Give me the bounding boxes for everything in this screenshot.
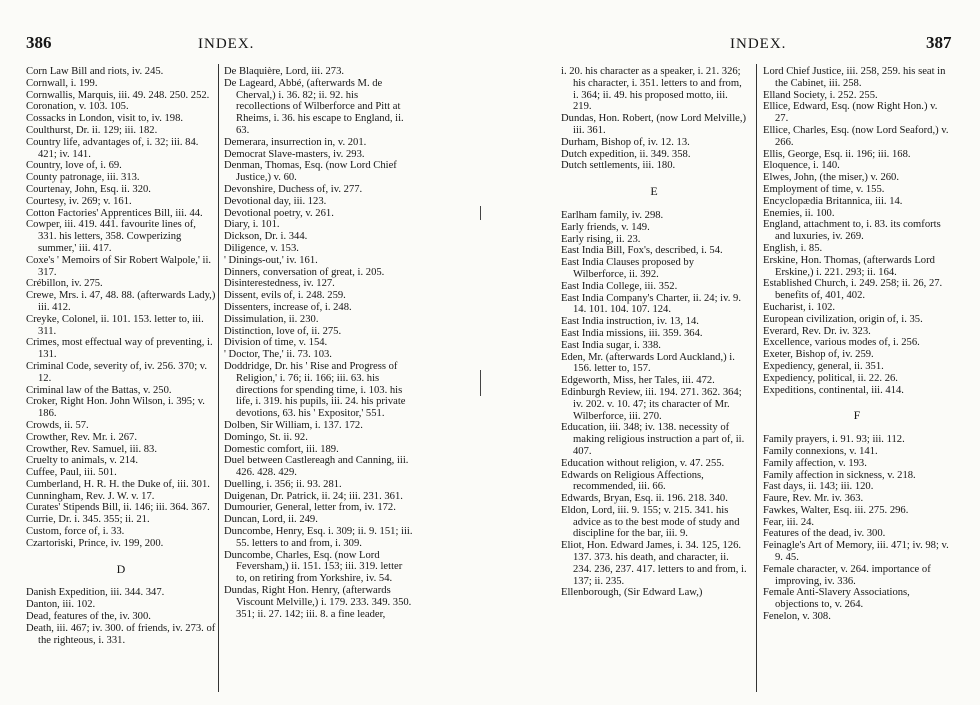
index-entry: Duigenan, Dr. Patrick, ii. 24; iii. 231. 361. [224, 490, 403, 502]
index-column-4 [763, 66, 951, 623]
index-entry: Expediency, political, ii. 22. 26. [763, 372, 898, 384]
index-entry: Fast days, ii. 143; iii. 120. [763, 481, 874, 493]
index-entry: Criminal Code, severity of, iv. 256. 370; v. 12. [26, 360, 208, 384]
index-column-2 [224, 66, 414, 620]
index-entry: Fawkes, Walter, Esq. iii. 275. 296. [763, 504, 909, 516]
index-entry: Devotional day, iii. 123. [224, 195, 327, 207]
index-entry: East India sugar, i. 338. [561, 339, 661, 351]
index-entry: East India missions, iii. 359. 364. [561, 327, 703, 339]
index-entry: Edgeworth, Miss, her Tales, iii. 472. [561, 375, 715, 387]
index-entry: Crowther, Rev. Samuel, iii. 83. [26, 443, 157, 455]
index-entry: Domingo, St. ii. 92. [224, 431, 308, 443]
gutter-mark [480, 370, 481, 396]
index-entry: Faure, Rev. Mr. iv. 363. [763, 493, 864, 505]
index-entry: Education without religion, v. 47. 255. [561, 457, 725, 469]
index-entry: Education, iii. 348; iv. 138. necessity of making religious instruction a part of, ii. 407. [561, 422, 745, 457]
index-entry: Fenelon, v. 308. [763, 611, 831, 623]
index-entry: East India Bill, Fox's, described, i. 54. [561, 245, 723, 257]
gutter-mark [480, 206, 481, 220]
index-entry: Everard, Rev. Dr. iv. 323. [763, 325, 871, 337]
index-entry: East India College, iii. 352. [561, 280, 678, 292]
index-entry: East India instruction, iv. 13, 14. [561, 316, 699, 328]
index-entry: Crewe, Mrs. i. 47, 48. 88. (afterwards Lady,) iii. 412. [26, 290, 216, 313]
index-entry: Duncan, Lord, ii. 249. [224, 514, 318, 526]
index-entry: Edwards on Religious Affections, recommended, iii. 66. [561, 469, 704, 493]
index-entry: Dinners, conversation of great, i. 205. [224, 266, 385, 278]
index-entry: Family affection in sickness, v. 218. [763, 469, 916, 481]
index-entry: Division of time, v. 154. [224, 337, 328, 349]
index-entry: Criminal law of the Battas, v. 250. [26, 384, 172, 396]
index-entry: Cruelty to animals, v. 214. [26, 455, 139, 467]
index-entry: England, attachment to, i. 83. its comforts and luxuries, iv. 269. [763, 219, 941, 243]
page-number: 386 [26, 33, 52, 52]
column-rule [218, 64, 219, 692]
index-entry: Durham, Bishop of, iv. 12. 13. [561, 136, 690, 148]
index-entry: Lord Chief Justice, iii. 258, 259. his seat in the Cabinet, iii. 258. [763, 66, 946, 89]
index-entry: Cowper, iii. 419. 441. favourite lines of, 331. his letters, 358. Cowperizing summer,' iii. 417. [26, 219, 196, 254]
index-entry: Dutch settlements, iii. 180. [561, 160, 676, 172]
index-entry: Disinterestedness, iv. 127. [224, 278, 335, 290]
index-entry: Dundas, Hon. Robert, (now Lord Melville,) iii. 361. [561, 113, 747, 136]
index-entry: Female Anti-Slavery Associations, objections to, v. 264. [763, 587, 910, 611]
index-entry: Dissenters, increase of, i. 248. [224, 301, 352, 313]
index-entry: Exeter, Bishop of, iv. 259. [763, 349, 874, 361]
index-entry: Diary, i. 101. [224, 219, 280, 231]
index-entry: East India Clauses proposed by Wilberforce, ii. 392. [561, 257, 694, 280]
index-entry: Coxe's ' Memoirs of Sir Robert Walpole,' ii. 317. [26, 254, 212, 278]
index-entry: Croker, Right Hon. John Wilson, i. 395; v. 186. [26, 396, 205, 420]
index-entry: Fear, iii. 24. [763, 516, 815, 528]
index-entry: Female character, v. 264. importance of improving, iv. 336. [763, 563, 931, 587]
index-entry: Duncombe, Charles, Esq. (now Lord Feversham,) ii. 151. 153; iii. 319. letter to, on retiring from Yorkshire, iv. 54. [224, 549, 403, 585]
index-entry: Eloquence, i. 140. [763, 160, 840, 172]
index-entry: Diligence, v. 153. [224, 242, 299, 254]
index-entry: Cossacks in London, visit to, iv. 198. [26, 113, 184, 125]
index-entry: Family connexions, v. 141. [763, 445, 878, 457]
index-entry: Expeditions, continental, iii. 414. [763, 384, 904, 396]
index-entry: English, i. 85. [763, 242, 823, 254]
index-entry: Family prayers, i. 91. 93; iii. 112. [763, 434, 905, 446]
index-entry: Edinburgh Review, iii. 194. 271. 362. 364; iv. 202. v. 10. 47; its character of Mr. Wilberforce, iii. 270. [561, 386, 742, 422]
index-entry: Dolben, Sir William, i. 137. 172. [224, 419, 363, 431]
index-entry: Crowds, ii. 57. [26, 419, 89, 431]
index-entry: European civilization, origin of, i. 35. [763, 313, 923, 325]
index-entry: Eldon, Lord, iii. 9. 155; v. 215. 341. his advice as to the best mode of study and discipline for the bar, iii. 9. [561, 504, 740, 540]
index-entry: Domestic comfort, iii. 189. [224, 443, 339, 455]
index-entry: Duel between Castlereagh and Canning, iii. 426. 428. 429. [224, 455, 409, 479]
index-entry: Dead, features of the, iv. 300. [26, 611, 151, 623]
index-entry: Enemies, ii. 100. [763, 207, 835, 219]
page-number: 387 [926, 33, 952, 52]
index-entry: Family affection, v. 193. [763, 457, 867, 469]
index-entry: Danish Expedition, iii. 344. 347. [26, 587, 165, 599]
index-column-3 [561, 66, 747, 599]
index-entry: ' Doctor, The,' ii. 73. 103. [224, 349, 332, 361]
index-entry: Erskine, Hon. Thomas, (afterwards Lord Erskine,) i. 221. 293; ii. 164. [763, 254, 935, 278]
index-entry: Dissent, evils of, i. 248. 259. [224, 290, 346, 302]
index-entry: Encyclopædia Britannica, iii. 14. [763, 195, 903, 207]
index-entry: Country, love of, i. 69. [26, 160, 122, 172]
column-rule [756, 64, 757, 692]
index-entry: Dickson, Dr. i. 344. [224, 231, 308, 243]
running-head: INDEX. [730, 36, 787, 52]
index-entry: Dissimulation, ii. 230. [224, 313, 319, 325]
index-entry: Duncombe, Henry, Esq. i. 309; ii. 9. 151; iii. 55. letters to and from, i. 309. [224, 526, 413, 549]
index-entry: Elwes, John, (the miser,) v. 260. [763, 172, 899, 184]
index-entry: Crébillon, iv. 275. [26, 278, 103, 290]
index-entry: Earlham family, iv. 298. [561, 209, 664, 221]
index-entry: Excellence, various modes of, i. 256. [763, 337, 920, 349]
index-entry: Currie, Dr. i. 345. 355; ii. 21. [26, 514, 150, 526]
index-entry: Cuffee, Paul, iii. 501. [26, 467, 117, 479]
index-entry: Eucharist, i. 102. [763, 301, 836, 313]
index-entry: Ellis, George, Esq. ii. 196; iii. 168. [763, 148, 911, 160]
index-entry: County patronage, iii. 313. [26, 172, 140, 184]
index-entry: Czartoriski, Prince, iv. 199, 200. [26, 537, 164, 549]
index-entry: Demerara, insurrection in, v. 201. [224, 136, 367, 148]
index-entry: Curates' Stipends Bill, ii. 146; iii. 364. 367. [26, 502, 210, 514]
running-head: INDEX. [198, 36, 255, 52]
index-entry: East India Company's Charter, ii. 24; iv. 9. 14. 101. 104. 107. 124. [561, 292, 741, 316]
index-entry: De Blaquière, Lord, iii. 273. [224, 66, 345, 77]
index-entry: Courtenay, John, Esq. ii. 320. [26, 183, 151, 195]
index-entry: Coulthurst, Dr. ii. 129; iii. 182. [26, 124, 158, 136]
index-entry: Elland Society, i. 252. 255. [763, 89, 878, 101]
index-entry: Ellenborough, (Sir Edward Law,) [561, 587, 703, 599]
index-entry: Feinagle's Art of Memory, iii. 471; iv. 98; v. 9. 45. [763, 540, 949, 564]
index-entry: Dundas, Right Hon. Henry, (afterwards Viscount Melville,) i. 179. 233. 349. 350. 351; ii. 27. 142; iii. 8. a fine leader, [224, 585, 412, 620]
index-entry: Eden, Mr. (afterwards Lord Auckland,) i. 156. letter to, 157. [561, 351, 735, 375]
index-entry: i. 20. his character as a speaker, i. 21. 326; his character, i. 351. letters to and from, i. 364; ii. 49. his proposed motto, iii. 219. [561, 66, 742, 113]
index-entry: Duelling, i. 356; ii. 93. 281. [224, 478, 342, 490]
index-entry: Established Church, i. 249. 258; ii. 26, 27. benefits of, 401, 402. [763, 278, 943, 302]
index-entry: Cornwall, i. 199. [26, 77, 98, 89]
index-entry: ' Dinings-out,' iv. 161. [224, 254, 318, 266]
index-entry: Coronation, v. 103. 105. [26, 101, 129, 113]
index-entry: Ellice, Edward, Esq. (now Right Hon.) v. 27. [763, 101, 938, 125]
right-page [490, 0, 980, 705]
index-entry: Eliot, Hon. Edward James, i. 34. 125, 126. 137. 373. his death, and character, ii. 234. 236, 237. 417. letters to and from, i. 137; ii. 235. [561, 540, 747, 587]
section-letter-d: D [116, 561, 126, 576]
index-entry: Employment of time, v. 155. [763, 183, 885, 195]
index-entry: Democrat Slave-masters, iv. 293. [224, 148, 365, 160]
index-entry: Dutch expedition, ii. 349. 358. [561, 148, 691, 160]
index-entry: Features of the dead, iv. 300. [763, 528, 886, 540]
index-entry: Cornwallis, Marquis, iii. 49. 248. 250. 252. [26, 89, 210, 101]
index-entry: Crowther, Rev. Mr. i. 267. [26, 431, 137, 443]
index-entry: Country life, advantages of, i. 32; iii. 84. 421; iv. 141. [26, 136, 199, 160]
section-letter-e: E [650, 184, 658, 199]
index-entry: De Lageard, Abbé, (afterwards M. de Cherval,) i. 36. 82; ii. 92. his recollections of Wilberforce and Pitt at Rheims, i. 36. his escape to England, ii. 63. [224, 77, 404, 136]
index-entry: Death, iii. 467; iv. 300. of friends, iv. 273. of the righteous, i. 331. [26, 622, 216, 646]
section-letter-f: F [853, 408, 861, 423]
index-entry: Early friends, v. 149. [561, 221, 650, 233]
index-entry: Custom, force of, i. 33. [26, 526, 125, 538]
index-entry: Crimes, most effectual way of preventing, i. 131. [26, 337, 213, 361]
index-entry: Cumberland, H. R. H. the Duke of, iii. 301. [26, 478, 210, 490]
index-entry: Denman, Thomas, Esq. (now Lord Chief Justice,) v. 60. [224, 160, 397, 184]
index-entry: Corn Law Bill and riots, iv. 245. [26, 66, 164, 77]
index-entry: Early rising, ii. 23. [561, 233, 641, 245]
index-entry: Edwards, Bryan, Esq. ii. 196. 218. 340. [561, 493, 728, 505]
index-entry: Distinction, love of, ii. 275. [224, 325, 342, 337]
index-entry: Ellice, Charles, Esq. (now Lord Seaford,) v. 266. [763, 124, 949, 148]
index-entry: Danton, iii. 102. [26, 599, 96, 611]
index-entry: Cunningham, Rev. J. W. v. 17. [26, 490, 155, 502]
index-entry: Devonshire, Duchess of, iv. 277. [224, 183, 363, 195]
index-entry: Courtesy, iv. 269; v. 161. [26, 195, 132, 207]
index-entry: Creyke, Colonel, ii. 101. 153. letter to, iii. 311. [26, 313, 204, 337]
index-entry: Expediency, general, ii. 351. [763, 360, 884, 372]
index-entry: Cotton Factories' Apprentices Bill, iii. 44. [26, 207, 203, 219]
index-column-1 [26, 66, 216, 646]
index-entry: Dumourier, General, letter from, iv. 172. [224, 502, 396, 514]
index-entry: Devotional poetry, v. 261. [224, 207, 334, 219]
index-entry: Doddridge, Dr. his ' Rise and Progress of Religion,' i. 76; ii. 166; iii. 63. his directions for spending time, i. 103. his life, i. 319. his pupils, iii. 24. his private devotions, 63. his ' Expositor,' 551. [224, 360, 406, 420]
